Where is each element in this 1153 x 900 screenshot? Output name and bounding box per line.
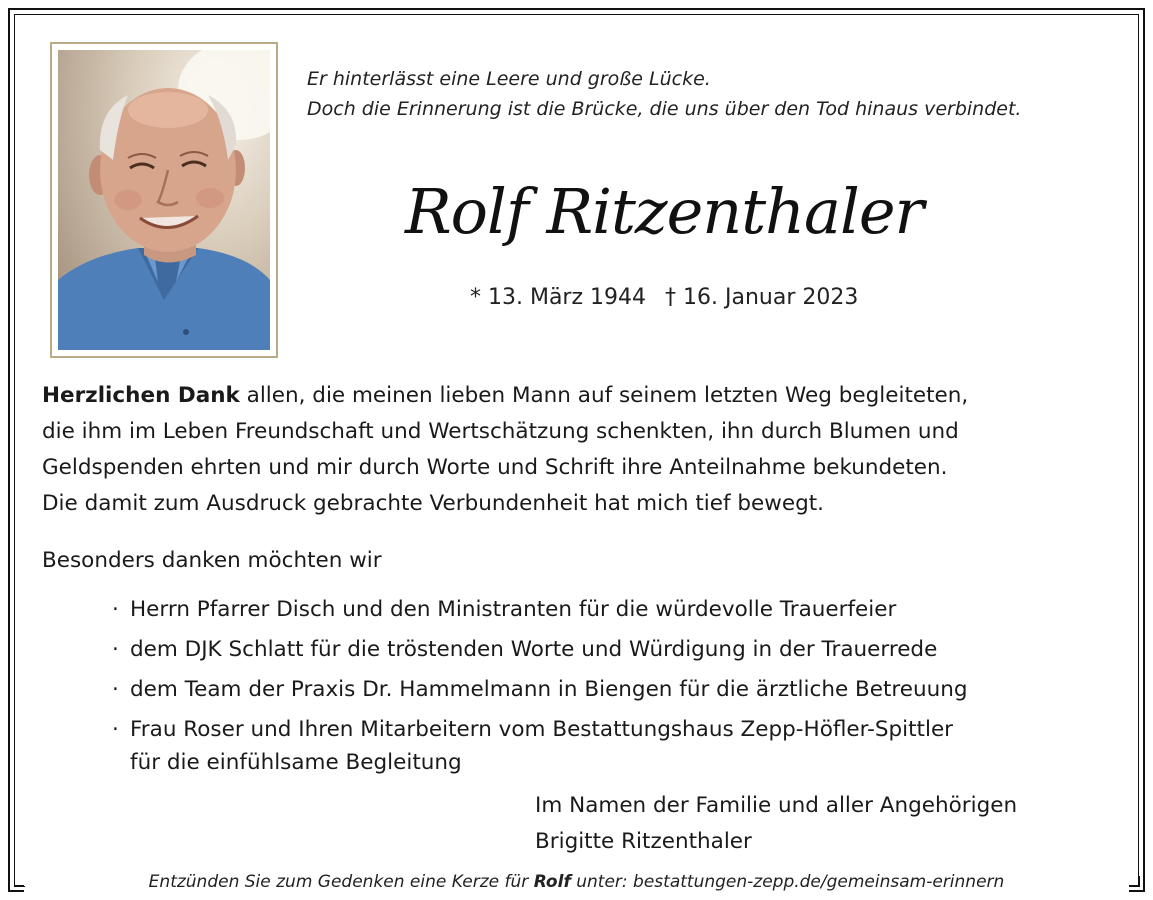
list-item-text: Herrn Pfarrer Disch und den Ministranten für die würdevolle Trauerfeier [130,597,897,622]
portrait-photo [58,50,270,350]
bullet-dot: · [112,597,119,622]
footer-link[interactable]: bestattungen-zepp.de/gemeinsam-erinnern [633,872,1005,892]
bullet-dot: · [112,677,119,702]
birth-date: * 13. März 1944 [470,285,647,310]
life-dates [470,281,870,315]
list-item-text: dem Team der Praxis Dr. Hammelmann in Biengen für die ärztliche Betreuung [130,677,968,702]
motto-quote [307,64,1127,124]
thanks-paragraph [42,378,1122,522]
list-item [112,590,1122,630]
thanks-line-4: Die damit zum Ausdruck gebrachte Verbundenheit hat mich tief bewegt. [42,491,825,516]
deceased-name: Rolf Ritzenthaler [405,175,924,248]
footer-note [0,867,1153,897]
portrait-frame [50,42,278,358]
footer-middle: unter: [570,872,634,892]
special-thanks-heading: Besonders danken möchten wir [42,548,382,573]
list-item [112,670,1122,710]
list-item-text: Frau Roser und Ihren Mitarbeitern vom Bestattungshaus Zepp-Höfler-Spittler [130,717,954,742]
thanks-line-2: die ihm im Leben Freundschaft und Wertschätzung schenkten, ihn durch Blumen und [42,419,959,444]
portrait-illustration [58,50,270,350]
motto-line-2: Doch die Erinnerung ist die Brücke, die uns über den Tod hinaus verbindet. [307,98,1022,120]
footer-prefix: Entzünden Sie zum Gedenken eine Kerze für [148,872,534,892]
thanks-line-3: Geldspenden ehrten und mir durch Worte und Schrift ihre Anteilnahme bekundeten. [42,455,948,480]
special-thanks-list [112,590,1122,780]
signature-name: Brigitte Ritzenthaler [535,829,752,854]
signature-block [535,788,1017,860]
list-item [112,630,1122,670]
footer-name: Rolf [533,872,571,892]
list-item [112,710,1122,780]
thanks-line-1-rest: allen, die meinen lieben Mann auf seinem letzten Weg begleiteten, [239,383,969,408]
list-item-continuation: für die einfühlsame Begleitung [130,750,462,775]
death-date: † 16. Januar 2023 [665,285,859,310]
bullet-dot: · [112,717,119,742]
motto-line-1: Er hinterlässt eine Leere und große Lücke. [307,68,711,90]
thanks-lead: Herzlichen Dank [42,383,240,408]
signature-line-1: Im Namen der Familie und aller Angehörigen [535,793,1018,818]
list-item-text: dem DJK Schlatt für die tröstenden Worte und Würdigung in der Trauerrede [130,637,938,662]
bullet-dot: · [112,637,119,662]
thanks-line-1 [42,378,1122,414]
